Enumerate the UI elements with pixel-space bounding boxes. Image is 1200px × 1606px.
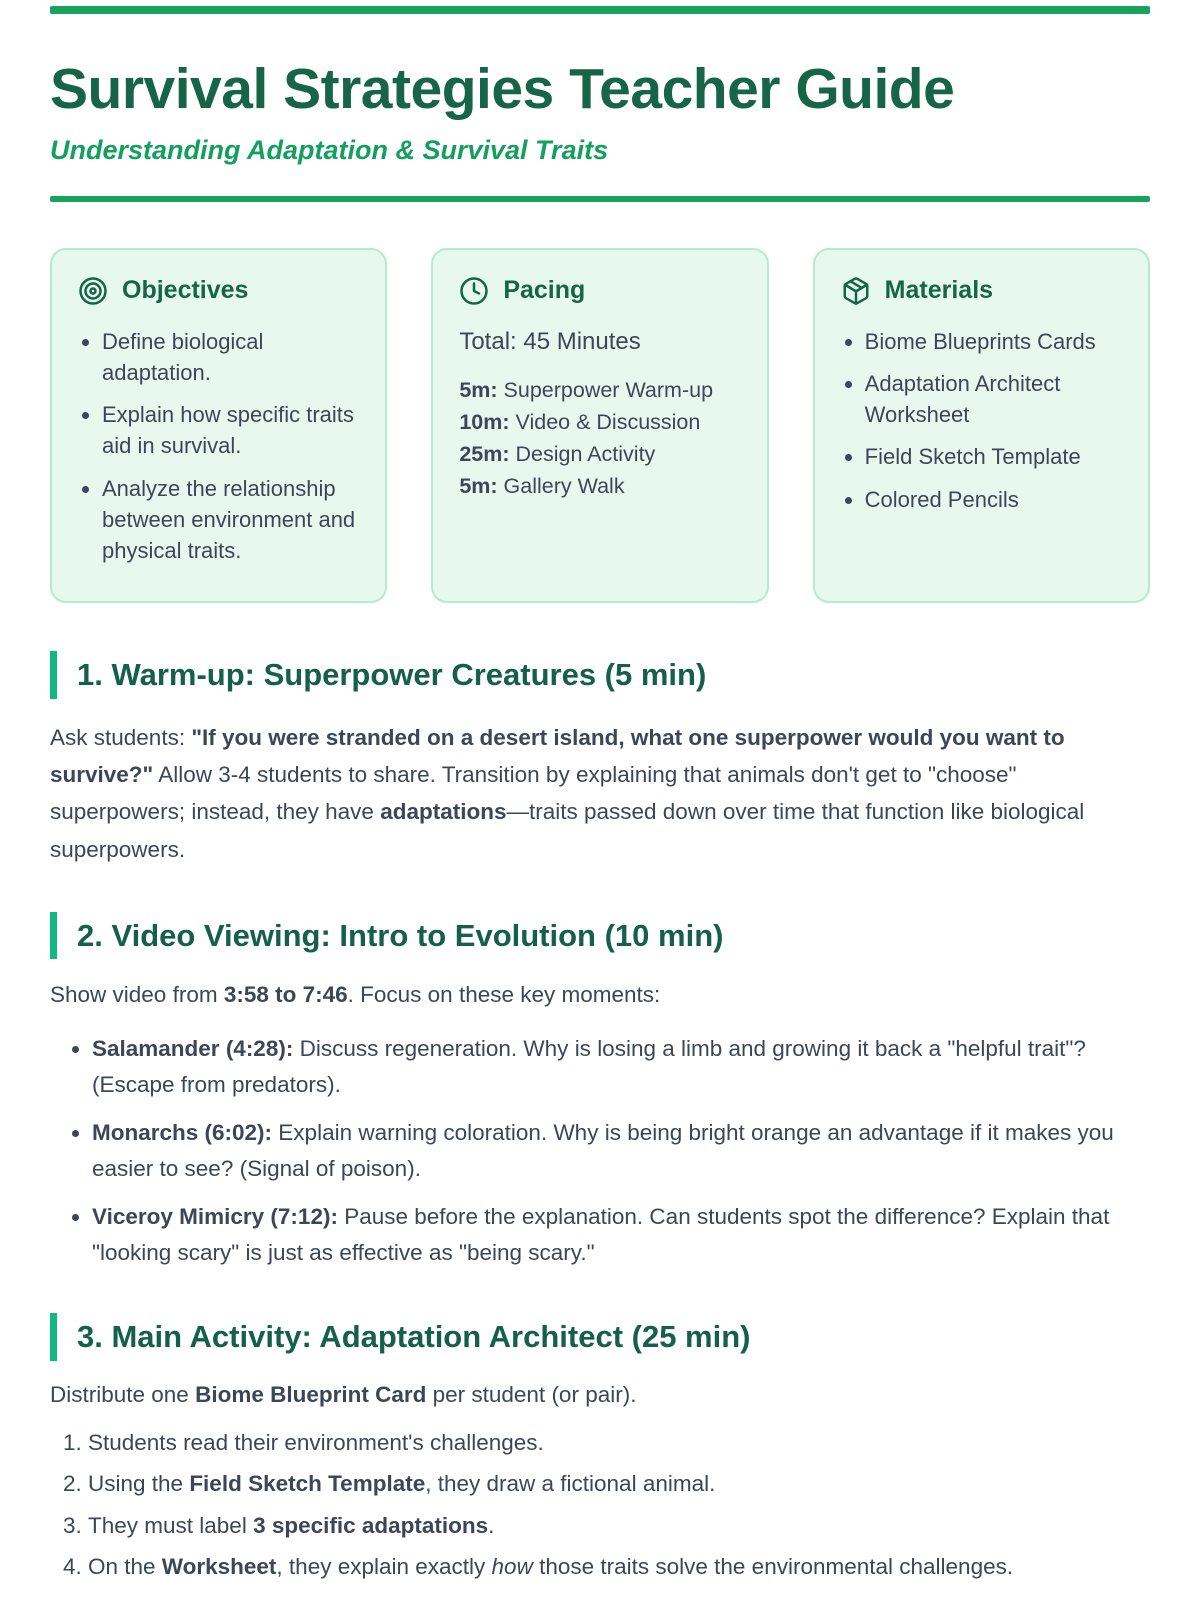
moment-text: Discuss regeneration. Why is losing a limb and growing it back a "helpful trait"? (Escape from predators).: [92, 1036, 1086, 1098]
time-label: 25m:: [459, 442, 510, 467]
text-run-bold: Field Sketch Template: [189, 1471, 426, 1497]
key-moments-list: [50, 1031, 1150, 1271]
list-item: • Field Sketch Template: [865, 441, 1122, 472]
text-run: , they draw a fictional animal.: [425, 1471, 716, 1497]
activity-steps-list: [50, 1427, 1150, 1583]
section-intro: [50, 977, 1150, 1013]
list-item: • Adaptation Architect Worksheet: [865, 368, 1122, 430]
list-item: [92, 1199, 1150, 1271]
list-item: • Colored Pencils: [865, 484, 1122, 515]
text-run-bold: 3 specific adaptations: [253, 1512, 489, 1538]
objectives-list: [78, 326, 359, 567]
section-heading: 3. Main Activity: Adaptation Architect (25 min): [77, 1319, 751, 1355]
list-item: [88, 1468, 1150, 1500]
moment-text: Pause before the explanation. Can students spot the difference? Explain that "looking scary" is just as effective as "being scary.": [92, 1204, 1110, 1266]
section-video: [50, 912, 1150, 1271]
target-icon: [78, 276, 108, 306]
summary-cards-row: [50, 248, 1150, 604]
text-run-bold: Worksheet: [161, 1554, 277, 1580]
text-run: . Focus on these key moments:: [347, 982, 661, 1008]
materials-card-header: [841, 276, 1122, 306]
text-run-bold: adaptations: [380, 799, 507, 825]
time-label: 5m:: [459, 474, 498, 499]
section-heading-wrap: [50, 912, 1150, 959]
moment-text: Explain warning coloration. Why is being bright orange an advantage if it makes you easier to see? (Signal of poison).: [92, 1120, 1114, 1182]
list-item: • Define biological adaptation.: [102, 326, 359, 388]
text-run: On the: [88, 1554, 162, 1580]
text-run: Distribute one: [50, 1381, 196, 1407]
schedule-activity: Design Activity: [509, 442, 656, 467]
schedule-activity: Gallery Walk: [497, 474, 625, 499]
text-run-bold: "If you were stranded on a desert island, what one superpower would you want to survive?": [50, 724, 1065, 788]
list-item: [88, 1510, 1150, 1542]
text-run: —traits passed down over time that function like biological superpowers.: [50, 799, 1085, 862]
schedule-row: [459, 374, 740, 406]
text-run: Show video from: [50, 982, 224, 1008]
schedule-row: [459, 470, 740, 502]
section-intro: [50, 1377, 1150, 1413]
pacing-schedule: [459, 374, 740, 503]
text-run: Allow 3-4 students to share. Transition by explaining that animals don't get to "choose" superpowers; instead, they have: [50, 762, 1017, 825]
clock-icon: [459, 276, 489, 306]
list-item: [92, 1115, 1150, 1187]
text-run: per student (or pair).: [426, 1381, 637, 1407]
text-run: Using the: [88, 1471, 190, 1497]
teacher-guide-page: [0, 6, 1200, 1583]
package-icon: [841, 276, 871, 306]
pacing-total: Total: 45 Minutes: [459, 327, 641, 355]
text-run: , they explain exactly: [276, 1554, 492, 1580]
text-run-italic: how: [491, 1554, 533, 1580]
section-heading-wrap: [50, 1313, 1150, 1360]
pacing-card: [431, 248, 768, 604]
materials-list: [841, 326, 1122, 515]
section-heading: 2. Video Viewing: Intro to Evolution (10 min): [77, 918, 724, 954]
list-item: [88, 1551, 1150, 1583]
time-label: 5m:: [459, 377, 498, 402]
materials-card: [813, 248, 1150, 604]
time-label: 10m:: [459, 409, 510, 434]
list-item: [88, 1427, 1150, 1459]
text-run: .: [488, 1512, 495, 1538]
page-subtitle: Understanding Adaptation & Survival Traits: [50, 134, 609, 165]
text-run: They must label: [88, 1512, 254, 1538]
list-item: [92, 1031, 1150, 1103]
section-heading-wrap: [50, 651, 1150, 698]
list-item: • Explain how specific traits aid in survival.: [102, 399, 359, 461]
moment-lead: Salamander (4:28):: [92, 1036, 294, 1062]
objectives-card-title: Objectives: [122, 276, 249, 305]
pacing-card-header: [459, 276, 740, 306]
section-main-activity: [50, 1313, 1150, 1582]
top-accent-bar: [50, 6, 1150, 14]
pacing-card-title: Pacing: [503, 276, 586, 305]
section-warmup: [50, 651, 1150, 868]
section-heading: 1. Warm-up: Superpower Creatures (5 min): [77, 657, 707, 693]
text-run: Ask students:: [50, 724, 192, 750]
text-run: Students read their environment's challenges.: [88, 1429, 544, 1455]
objectives-card-header: [78, 276, 359, 306]
materials-card-title: Materials: [884, 276, 994, 305]
list-item: • Biome Blueprints Cards: [865, 326, 1122, 357]
moment-lead: Monarchs (6:02):: [92, 1120, 273, 1146]
text-run-bold: 3:58 to 7:46: [223, 982, 348, 1008]
text-run-bold: Biome Blueprint Card: [195, 1381, 427, 1407]
page-title: Survival Strategies Teacher Guide: [50, 57, 955, 121]
section-paragraph: [50, 719, 1150, 868]
moment-lead: Viceroy Mimicry (7:12):: [92, 1204, 338, 1230]
schedule-activity: Superpower Warm-up: [497, 377, 714, 402]
schedule-row: [459, 438, 740, 470]
list-item: • Analyze the relationship between environment and physical traits.: [102, 473, 359, 567]
text-run: those traits solve the environmental challenges.: [532, 1554, 1014, 1580]
objectives-card: [50, 248, 387, 604]
schedule-row: [459, 406, 740, 438]
title-divider: [50, 196, 1150, 202]
schedule-activity: Video & Discussion: [509, 409, 701, 434]
